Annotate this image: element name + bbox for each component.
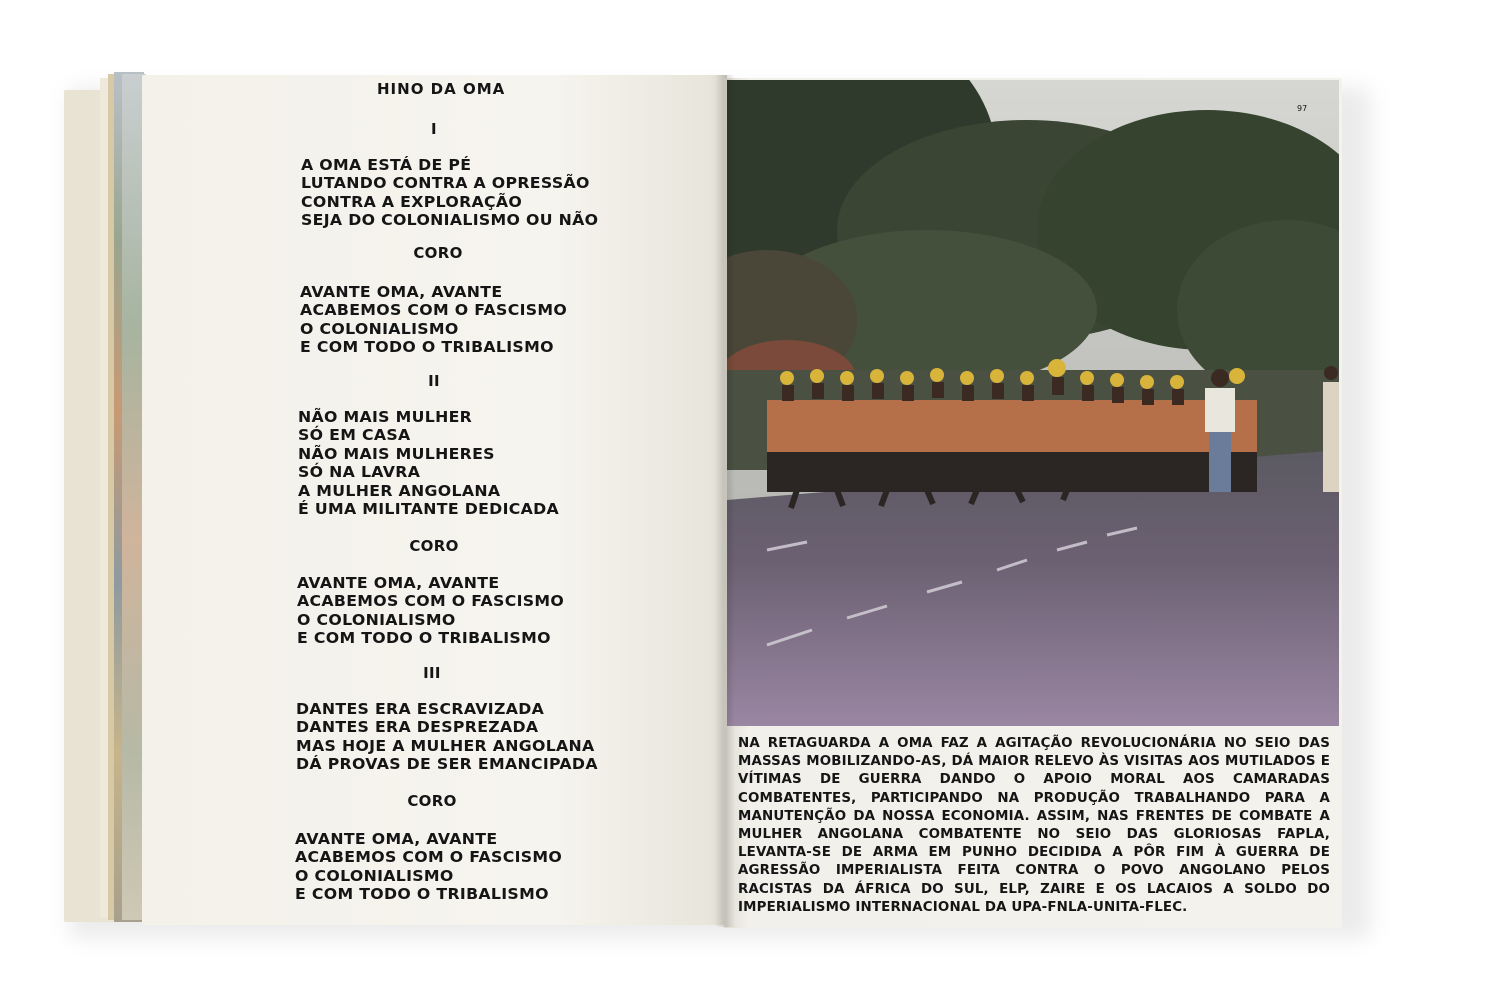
poem-line: O COLONIALISMO [295,866,454,885]
stanza [297,574,565,648]
poem-line: E COM TODO O TRIBALISMO [300,338,554,357]
poem-line: CONTRA A EXPLORAÇÃO [301,192,523,211]
poem-line: MAS HOJE A MULHER ANGOLANA [296,736,595,755]
poem-line: DANTES ERA ESCRAVIZADA [296,700,545,718]
poem-line: E COM TODO O TRIBALISMO [297,629,551,648]
page-number: 97 [1297,104,1308,113]
poem-line: DANTES ERA DESPREZADA [296,718,539,737]
stanza-numeral: I [431,120,437,138]
poem-line: O COLONIALISMO [297,610,456,629]
poem-line: AVANTE OMA, AVANTE [297,574,500,592]
poem-line: NÃO MAIS MULHER [298,408,473,426]
book-gutter [715,75,735,927]
march-photo-illustration [727,80,1339,726]
stanza [296,700,598,774]
chorus-label: CORO [409,537,459,555]
poem-line: AVANTE OMA, AVANTE [295,830,498,848]
poem-line: NÃO MAIS MULHERES [298,444,495,463]
poem-line: LUTANDO CONTRA A OPRESSÃO [301,174,590,193]
poem-line: ACABEMOS COM O FASCISMO [300,301,568,320]
stanza [300,283,568,357]
poem-title: HINO DA OMA [377,80,506,98]
stanza-numeral: III [423,664,441,682]
chorus-label: CORO [407,792,457,810]
stanza [298,408,560,519]
poem-line: AVANTE OMA, AVANTE [300,283,503,301]
chorus-label: CORO [413,244,463,262]
poem-line: ACABEMOS COM O FASCISMO [295,848,563,867]
poem-line: A MULHER ANGOLANA [298,481,501,500]
poem-line: É UMA MILITANTE DEDICADA [298,500,560,519]
poem-line: SEJA DO COLONIALISMO OU NÃO [301,211,599,230]
poem-line: DÁ PROVAS DE SER EMANCIPADA [296,755,598,774]
stanza [301,156,599,230]
poem-line: ACABEMOS COM O FASCISMO [297,592,565,611]
poem-line: O COLONIALISMO [300,319,459,338]
poem-line: E COM TODO O TRIBALISMO [295,885,549,904]
stanza-numeral: II [428,372,440,390]
photo-caption: NA RETAGUARDA A OMA FAZ A AGITAÇÃO REVOLUCIONÁRIA NO SEIO DAS MASSAS MOBILIZANDO-AS, DÁ MAIOR RELEVO ÀS VISITAS AOS MUTILADOS E VÍTIMAS DE GUERRA DANDO O APOIO MORAL AOS CAMARADAS COMBATENTES, PARTICIPANDO NA PRODUÇÃO TRABALHANDO PARA A MANUTENÇÃO DA NOSSA ECONOMIA. ASSIM, NAS FRENTES DE COMBATE A MULHER ANGOLANA COMBATENTE NO SEIO DAS GLORIOSAS FAPLA, LEVANTA-SE DE ARMA EM PUNHO DECIDIDA A PÔR FIM À GUERRA DE AGRESSÃO IMPERIALISTA FEITA CONTRA O POVO ANGOLANO PELOS RACISTAS DA ÁFRICA DO SUL, ELP, ZAIRE E OS LACAIOS A SOLDO DO IMPERIALISMO INTERNACIONAL DA UPA-FNLA-UNITA-FLEC. [738,736,1330,915]
poem-line: SÓ NA LAVRA [298,463,421,482]
poem-line: A OMA ESTÁ DE PÉ [301,156,472,174]
march-photo [727,80,1339,726]
poem-line: SÓ EM CASA [298,426,411,445]
stanza [295,830,563,904]
